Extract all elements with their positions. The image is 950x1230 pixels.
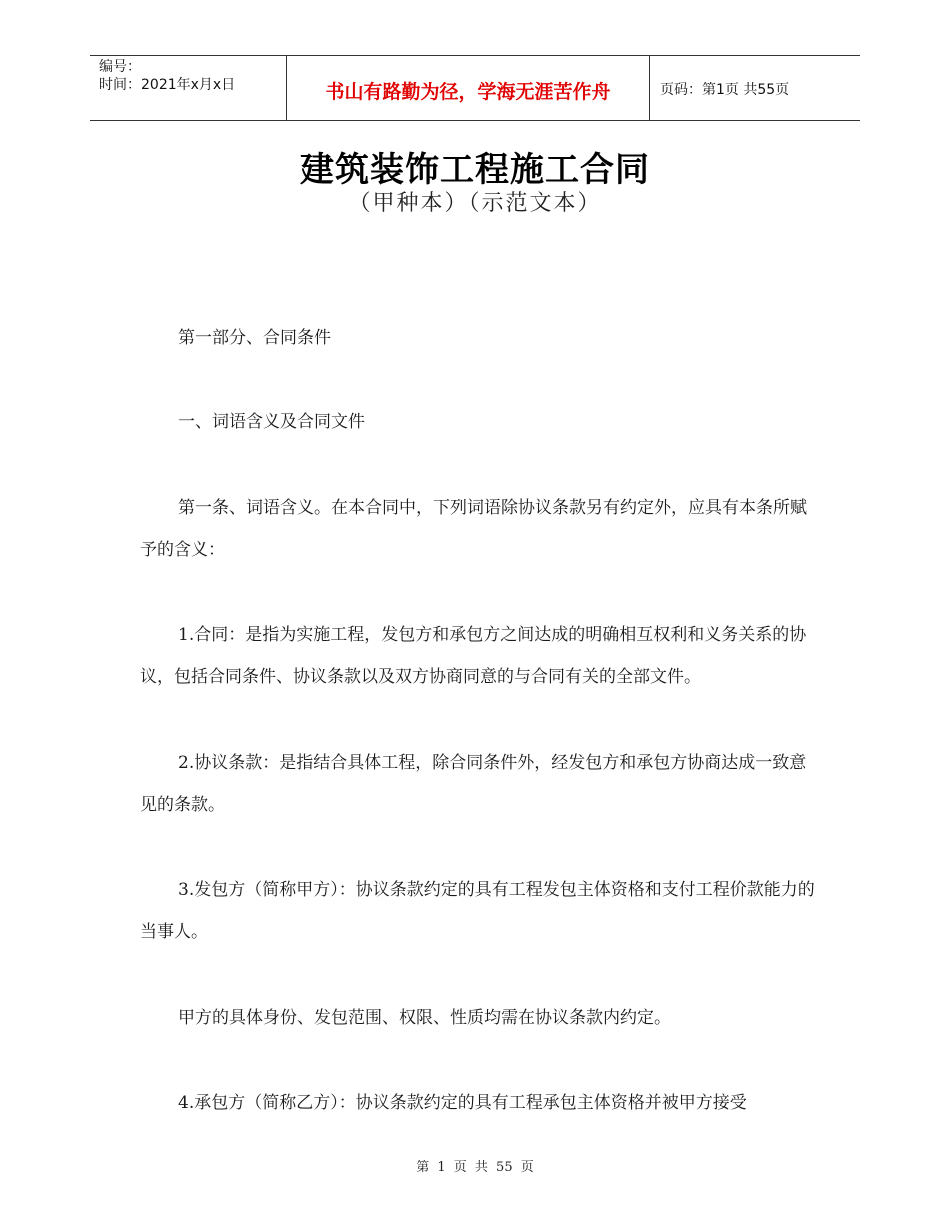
document-time-label: 时间：2021年x月x日 (99, 77, 236, 93)
definition-employer: 3.发包方（简称甲方）：协议条款约定的具有工程发包主体资格和支付工程价款能力的当事人。 (140, 880, 815, 942)
employer-identity-note: 甲方的具体身份、发包范围、权限、性质均需在协议条款内约定。 (178, 1008, 671, 1028)
header-meta (90, 56, 286, 120)
page-footer: 第 1 页 共 55 页 (416, 1160, 534, 1175)
document-title: 建筑装饰工程施工合同 (300, 150, 650, 190)
definition-contract: 1.合同：是指为实施工程，发包方和承包方之间达成的明确相互权利和义务关系的协议，包括合同条件、协议条款以及双方协商同意的与合同有关的全部文件。 (140, 625, 807, 687)
article-one-paragraph: 第一条、词语含义。在本合同中，下列词语除协议条款另有约定外，应具有本条所赋予的含义： (140, 498, 807, 560)
document-subtitle: （甲种本）（示范文本） (348, 191, 602, 216)
definition-contractor: 4.承包方（简称乙方）：协议条款约定的具有工程承包主体资格并被甲方接受 (178, 1093, 747, 1113)
header-page-info: 页码：第1页 共55页 (660, 82, 790, 98)
header-motto: 书山有路勤为径，学海无涯苦作舟 (286, 56, 650, 120)
document-header (90, 55, 860, 121)
section-heading-part-one: 第一部分、合同条件 (178, 328, 331, 348)
section-heading-terms: 一、词语含义及合同文件 (178, 412, 365, 432)
definition-agreement-terms: 2.协议条款：是指结合具体工程，除合同条件外，经发包方和承包方协商达成一致意见的条款。 (140, 753, 807, 815)
document-number-label: 编号： (99, 59, 141, 75)
